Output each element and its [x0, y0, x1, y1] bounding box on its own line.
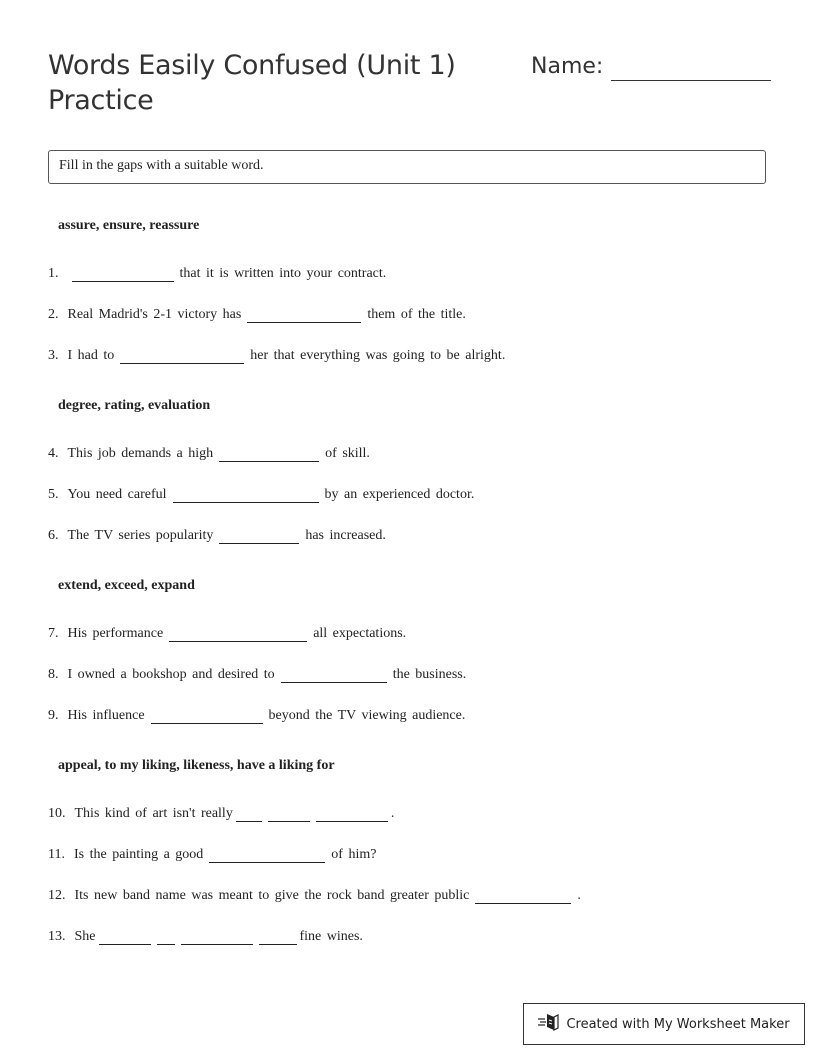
- question-row: [48, 888, 581, 904]
- answer-blank[interactable]: [181, 930, 253, 945]
- question-text-before: His performance: [67, 626, 164, 641]
- footer-badge[interactable]: [523, 1003, 805, 1045]
- question-number: 9.: [48, 708, 59, 723]
- section-title: extend, exceed, expand: [58, 578, 195, 593]
- question-text-after: .: [390, 806, 395, 821]
- answer-blank[interactable]: [120, 349, 244, 364]
- answer-blank[interactable]: [99, 930, 151, 945]
- worksheet-maker-logo-icon: [538, 1012, 566, 1036]
- answer-blank[interactable]: [151, 709, 263, 724]
- question-row: [48, 708, 465, 724]
- question-row: [48, 667, 466, 683]
- question-row: [48, 446, 370, 462]
- question-number: 4.: [48, 446, 59, 461]
- answer-blank[interactable]: [173, 488, 319, 503]
- answer-blank[interactable]: [219, 529, 299, 544]
- question-row: [48, 528, 386, 544]
- answer-blank[interactable]: [281, 668, 387, 683]
- question-number: 2.: [48, 307, 59, 322]
- question-row: [48, 266, 386, 282]
- answer-blank[interactable]: [209, 848, 325, 863]
- question-text-after: of him?: [331, 847, 377, 862]
- answer-blank[interactable]: [247, 308, 361, 323]
- question-text-after: them of the title.: [367, 307, 466, 322]
- question-row: [48, 847, 376, 863]
- question-number: 12.: [48, 888, 66, 903]
- question-number: 11.: [48, 847, 65, 862]
- name-blank-line[interactable]: [611, 52, 771, 81]
- question-text-after: all expectations.: [313, 626, 407, 641]
- question-number: 1.: [48, 266, 59, 281]
- name-label: Name:: [531, 54, 604, 79]
- question-row: [48, 626, 406, 642]
- question-number: 7.: [48, 626, 59, 641]
- question-number: 6.: [48, 528, 59, 543]
- question-text-before: His influence: [67, 708, 145, 723]
- question-row: [48, 348, 505, 364]
- question-text-after: .: [577, 888, 581, 903]
- section-title: assure, ensure, reassure: [58, 218, 200, 233]
- question-text-before: Its new band name was meant to give the rock band greater public: [74, 888, 470, 903]
- name-field: [531, 52, 771, 81]
- answer-blank[interactable]: [316, 807, 388, 822]
- answer-blank[interactable]: [169, 627, 307, 642]
- section-title: appeal, to my liking, likeness, have a liking for: [58, 758, 335, 773]
- question-row: [48, 929, 363, 945]
- question-text-after: by an experienced doctor.: [324, 487, 475, 502]
- question-text-before: Real Madrid's 2-1 victory has: [67, 307, 242, 322]
- question-text-after: the business.: [392, 667, 467, 682]
- question-text-after: that it is written into your contract.: [179, 266, 387, 281]
- question-text-after: of skill.: [325, 446, 370, 461]
- answer-blank[interactable]: [157, 930, 175, 945]
- answer-blank[interactable]: [236, 807, 262, 822]
- question-text-after: fine wines.: [299, 929, 363, 944]
- question-text-before: This job demands a high: [67, 446, 214, 461]
- answer-blank[interactable]: [219, 447, 319, 462]
- question-number: 8.: [48, 667, 59, 682]
- question-row: [48, 806, 394, 822]
- question-text-after: has increased.: [305, 528, 386, 543]
- question-number: 13.: [48, 929, 66, 944]
- page-title: Words Easily Confused (Unit 1) Practice: [48, 50, 456, 116]
- instructions-box: Fill in the gaps with a suitable word.: [48, 150, 766, 184]
- answer-blank[interactable]: [259, 930, 297, 945]
- question-row: [48, 307, 466, 323]
- question-text-before: The TV series popularity: [67, 528, 214, 543]
- question-text-before: Is the painting a good: [73, 847, 204, 862]
- answer-blank[interactable]: [268, 807, 310, 822]
- question-text-before: You need careful: [67, 487, 167, 502]
- question-number: 3.: [48, 348, 59, 363]
- footer-label: Created with My Worksheet Maker: [566, 1016, 790, 1032]
- question-text-before: I owned a bookshop and desired to: [67, 667, 275, 682]
- question-text-before: This kind of art isn't really: [74, 806, 233, 821]
- answer-blank[interactable]: [72, 267, 174, 282]
- question-text-before: I had to: [67, 348, 115, 363]
- section-title: degree, rating, evaluation: [58, 398, 211, 413]
- question-text-after: her that everything was going to be alright.: [250, 348, 506, 363]
- question-text-before: She: [74, 929, 96, 944]
- question-number: 10.: [48, 806, 66, 821]
- question-number: 5.: [48, 487, 59, 502]
- answer-blank[interactable]: [475, 889, 571, 904]
- question-row: [48, 487, 474, 503]
- question-text-after: beyond the TV viewing audience.: [268, 708, 466, 723]
